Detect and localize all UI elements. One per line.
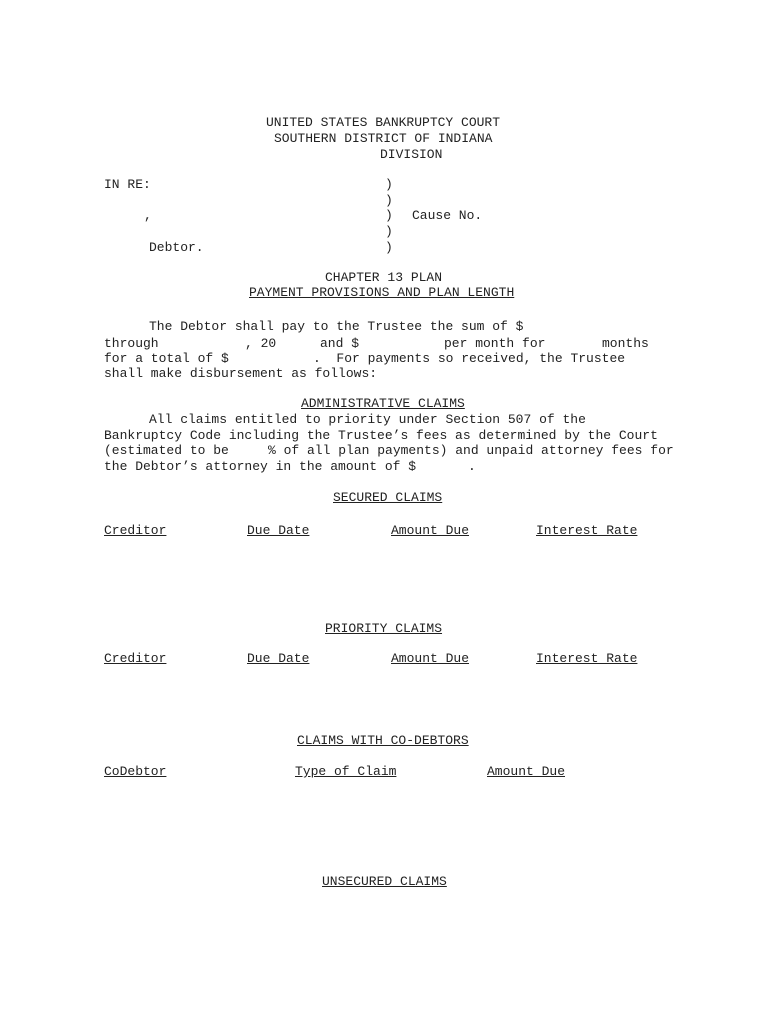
codebtor-col-amount-due: Amount Due [487, 764, 566, 779]
codebtor-claims-heading: CLAIMS WITH CO-DEBTORS [297, 733, 469, 748]
caption-paren-1: ) [385, 177, 393, 192]
plan-subtitle: PAYMENT PROVISIONS AND PLAN LENGTH [249, 285, 515, 300]
payment-through: through [104, 336, 159, 351]
secured-col-creditor: Creditor [104, 523, 167, 538]
court-district: SOUTHERN DISTRICT OF INDIANA [274, 131, 493, 146]
secured-col-amount-due: Amount Due [391, 523, 470, 538]
in-re-label: IN RE: [104, 177, 151, 192]
payment-and: and $ [320, 336, 360, 351]
caption-paren-5: ) [385, 240, 393, 255]
administrative-period: . [468, 459, 476, 474]
debtor-name-comma: , [144, 208, 152, 223]
payment-year: , 20 [245, 336, 277, 351]
secured-claims-heading: SECURED CLAIMS [333, 490, 443, 505]
unsecured-claims-heading: UNSECURED CLAIMS [322, 874, 447, 889]
payment-disbursement: shall make disbursement as follows: [104, 366, 378, 381]
administrative-claims-heading: ADMINISTRATIVE CLAIMS [301, 396, 465, 411]
caption-paren-2: ) [385, 193, 393, 208]
administrative-estimate: (estimated to be [104, 443, 229, 458]
priority-col-creditor: Creditor [104, 651, 167, 666]
secured-col-interest-rate: Interest Rate [536, 523, 638, 538]
court-division: DIVISION [380, 147, 443, 162]
payment-line-1: The Debtor shall pay to the Trustee the sum of $ [149, 319, 524, 334]
priority-claims-heading: PRIORITY CLAIMS [325, 621, 443, 636]
administrative-line-1: All claims entitled to priority under Section 507 of the [149, 412, 586, 427]
administrative-percent: % of all plan payments) and unpaid attorney fees for [268, 443, 674, 458]
caption-paren-3: ) [385, 208, 393, 223]
secured-col-due-date: Due Date [247, 523, 310, 538]
priority-col-amount-due: Amount Due [391, 651, 470, 666]
administrative-line-2: Bankruptcy Code including the Trustee’s fees as determined by the Court [104, 428, 658, 443]
payment-per-month: per month for [444, 336, 546, 351]
cause-no-label: Cause No. [412, 208, 483, 223]
payment-months: months [602, 336, 649, 351]
administrative-attorney: the Debtor’s attorney in the amount of $ [104, 459, 417, 474]
priority-col-due-date: Due Date [247, 651, 310, 666]
caption-paren-4: ) [385, 224, 393, 239]
payment-received: . For payments so received, the Trustee [313, 351, 626, 366]
court-name: UNITED STATES BANKRUPTCY COURT [266, 115, 501, 130]
codebtor-col-codebtor: CoDebtor [104, 764, 167, 779]
debtor-label: Debtor. [149, 240, 204, 255]
plan-title: CHAPTER 13 PLAN [325, 270, 443, 285]
payment-total: for a total of $ [104, 351, 229, 366]
priority-col-interest-rate: Interest Rate [536, 651, 638, 666]
codebtor-col-type: Type of Claim [295, 764, 397, 779]
